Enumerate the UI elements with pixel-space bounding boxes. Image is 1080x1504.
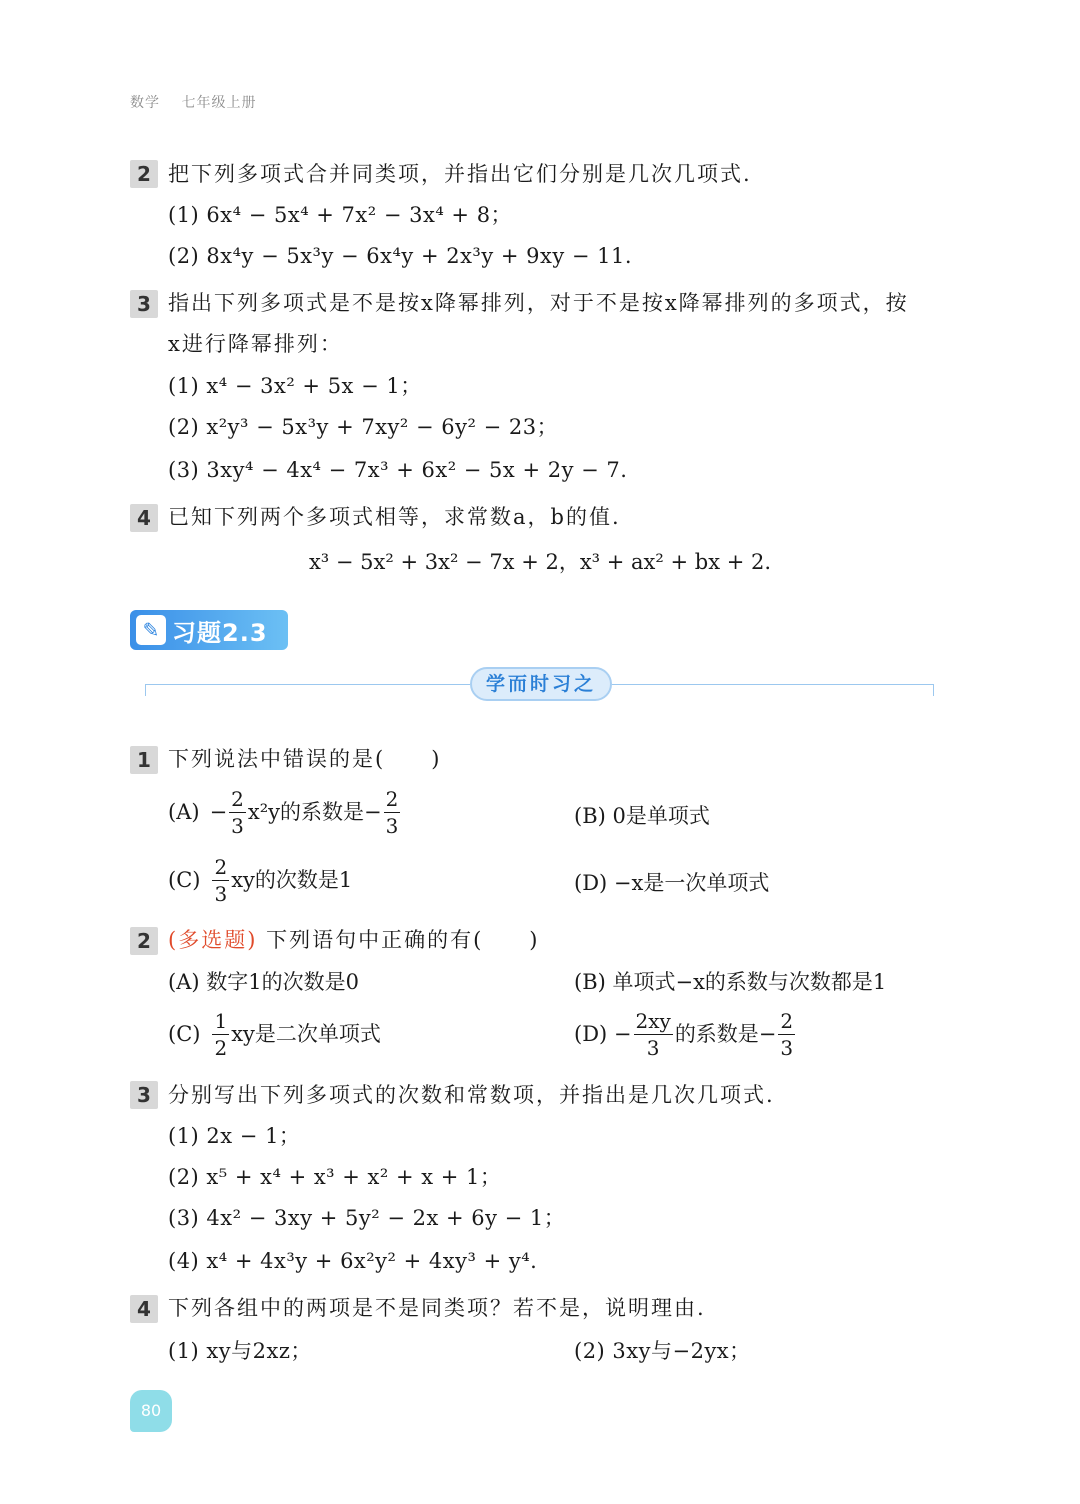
divider-tick: [933, 684, 934, 696]
sub-item: (4) x⁴ + 4x³y + 6x²y² + 4xy³ + y⁴.: [168, 1249, 538, 1273]
denominator: 3: [780, 1036, 794, 1060]
fraction: [229, 788, 246, 837]
numerator: 1: [214, 1009, 228, 1033]
fraction: [778, 1010, 795, 1059]
choice-b: (B) 单项式−x的系数与次数都是1: [574, 970, 887, 994]
choice-d: [574, 1010, 797, 1059]
sub-item: (2) 3xy与−2yx；: [574, 1339, 751, 1363]
numerator: 2: [214, 855, 228, 879]
question-number: 4: [130, 1295, 158, 1323]
header-subject: 数学: [130, 95, 160, 111]
divider-tick: [145, 684, 146, 696]
choice-b: (B) 0是单项式: [574, 804, 710, 828]
sub-item: (1) x⁴ − 3x² + 5x − 1；: [168, 374, 422, 398]
fraction: [212, 1010, 229, 1059]
choice-text: 的系数是−: [674, 1022, 777, 1046]
sub-item: (1) xy与2xz；: [168, 1339, 312, 1363]
choice-label: (A): [168, 800, 200, 824]
choice-label: (D) −: [574, 1022, 632, 1046]
sub-item: (2) 8x⁴y − 5x³y − 6x⁴y + 2x³y + 9xy − 11.: [168, 244, 633, 268]
fraction: [384, 788, 401, 837]
question-text: 指出下列多项式是不是按x降幂排列，对于不是按x降幂排列的多项式，按: [168, 291, 909, 315]
choice-text: x²y的系数是−: [247, 800, 382, 824]
numerator: 2: [385, 787, 399, 811]
numerator: 2xy: [635, 1009, 671, 1033]
sub-item: (1) 2x − 1；: [168, 1124, 301, 1148]
denominator: 2: [214, 1036, 228, 1060]
denominator: 3: [231, 814, 244, 838]
exercise-title: 习题2.3: [172, 618, 268, 647]
question-number: 3: [130, 290, 158, 318]
choice-a: [168, 788, 402, 837]
exercise-banner: [130, 610, 288, 650]
fraction: [634, 1010, 673, 1059]
question-text: [168, 930, 539, 951]
multi-select-tag: (多选题): [168, 928, 258, 952]
question-text: 分别写出下列多项式的次数和常数项，并指出是几次几项式.: [168, 1083, 775, 1107]
question-number: 4: [130, 504, 158, 532]
choice-c: [168, 1010, 381, 1059]
divider-right: [612, 684, 934, 685]
page-number: 80: [130, 1390, 172, 1432]
numerator: 2: [231, 787, 244, 811]
question-number: 1: [130, 746, 158, 774]
question-number: 2: [130, 160, 158, 188]
question-text: 已知下列两个多项式相等，求常数a，b的值.: [168, 505, 621, 529]
denominator: 3: [214, 882, 228, 906]
sub-item: (3) 4x² − 3xy + 5y² − 2x + 6y − 1；: [168, 1206, 566, 1230]
question-body: 下列语句中正确的有( ): [266, 928, 540, 952]
question-text: 下列说法中错误的是( ): [168, 747, 442, 771]
question-text: 下列各组中的两项是不是同类项？若不是，说明理由.: [168, 1296, 706, 1320]
question-text-continued: x进行降幂排列：: [168, 332, 343, 356]
choice-label: (C): [168, 868, 201, 892]
denominator: 3: [385, 814, 399, 838]
numerator: 2: [780, 1009, 794, 1033]
equation: x³ − 5x² + 3x² − 7x + 2，x³ + ax² + bx + 2.: [308, 550, 772, 574]
choice-d: (D) −x是一次单项式: [574, 871, 770, 895]
choice-label: (C): [168, 1022, 201, 1046]
choice-a: (A) 数字1的次数是0: [168, 970, 359, 994]
question-number: 3: [130, 1081, 158, 1109]
sub-item: (1) 6x⁴ − 5x⁴ + 7x² − 3x⁴ + 8；: [168, 203, 513, 227]
header-book: 七年级上册: [181, 95, 257, 111]
choice-text: xy的次数是1: [231, 868, 353, 892]
denominator: 3: [646, 1036, 660, 1060]
question-number: 2: [130, 927, 158, 955]
sub-item: (2) x²y³ − 5x³y + 7xy² − 6y² − 23；: [168, 415, 559, 439]
pencil-note-icon: ✎: [136, 615, 166, 645]
fraction: [212, 856, 229, 905]
divider-left: [145, 684, 470, 685]
question-text: 把下列多项式合并同类项，并指出它们分别是几次几项式.: [168, 162, 752, 186]
section-subtitle: 学而时习之: [470, 667, 612, 701]
sub-item: (2) x⁵ + x⁴ + x³ + x² + x + 1；: [168, 1165, 502, 1189]
sub-item: (3) 3xy⁴ − 4x⁴ − 7x³ + 6x² − 5x + 2y − 7.: [168, 458, 628, 482]
choice-text: xy是二次单项式: [231, 1022, 381, 1046]
minus-sign: −: [209, 800, 228, 824]
choice-c: [168, 856, 352, 905]
running-header: [130, 92, 272, 112]
